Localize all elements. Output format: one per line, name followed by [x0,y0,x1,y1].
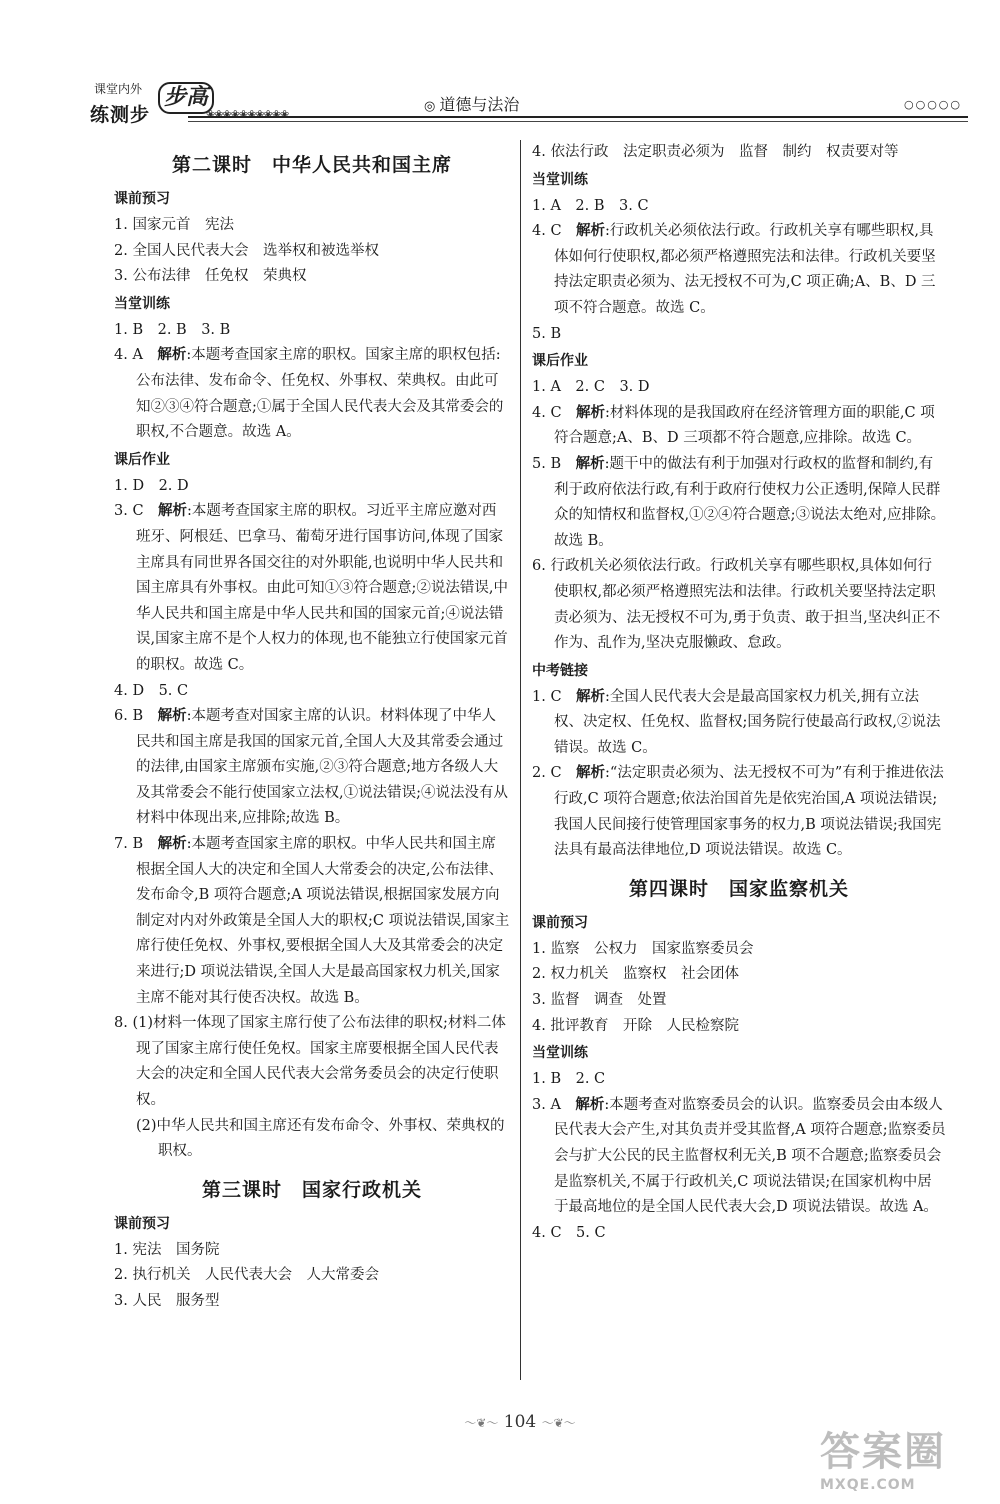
analysis-text: :本题考查对国家主席的认识。材料体现了中华人民共和国主席是我国的国家元首,全国人大及其常委会通过的法律,由国家主席颁布实施,②③符合题意;地方各级人大及其常委会不能行使国家立法权,①说法错误;④说法没有从材料中体现出来,应排除;故选 B。 [136,708,508,827]
answer-item: 4. 批评教育 开除 人民检察院 [532,1017,739,1034]
answer-item [114,832,510,1011]
watermark [820,1420,970,1496]
analysis-label: 解析 [575,455,605,472]
answer-item: 1. A 2. B 3. C [532,197,649,214]
answer-item [532,401,946,452]
page-number: 104 [503,1412,537,1432]
analysis-label: 解析 [575,1096,605,1113]
watermark-title: 答案圈 [820,1429,946,1475]
answer-head: 6. B [114,708,158,725]
answer-item: 1. 监察 公权力 国家监察委员会 [532,940,754,957]
section-heading: 课后作业 [532,353,588,370]
brand-title: 练测步 [90,104,151,126]
answer-item [114,1011,510,1113]
analysis-label: 解析 [576,688,606,705]
answer-item: 1. B 2. C [532,1071,606,1088]
answer-head: 2. C [532,765,577,782]
answer-item: 2. 权力机关 监察权 社会团体 [532,966,739,983]
answer-head: 3. C [114,503,159,520]
answer-item [532,452,946,554]
analysis-text: :本题考查国家主席的职权。中华人民共和国主席根据全国人大的决定和全国人大常委会的决定,公布法律、发布命令,B 项符合题意;A 项说法错误,根据国家发展方向制定对内对外政策是全国人大的职权;C 项说法错误,国家主席行使任免权、外事权,要根据全国人大及其常委会的决定来进行;D 项说法错误,全国人大是最高国家权力机关,国家主席不能对其行使否决权。故选 B。 [136,836,510,1006]
answer-item: 5. B [532,325,562,342]
header-rule-thin [188,121,968,122]
section-heading: 中考链接 [532,662,588,679]
analysis-text: :材料体现的是我国政府在经济管理方面的职能,C 项符合题意;A、B、D 三项都不符合题意,应排除。故选 C。 [554,404,935,447]
section-heading: 课前预习 [114,191,170,207]
brand-badge: 步高 [158,82,214,114]
answer-item [114,499,510,678]
subject-mark-icon: ◎ [424,99,436,114]
analysis-text: :全国人民代表大会是最高国家权力机关,拥有立法权、决定权、任免权、监督权;国务院行使最高行政权,②说法错误。故选 C。 [554,688,941,756]
header-dots: ○○○○○ [904,98,962,111]
analysis-label: 解析 [576,223,606,240]
answer-item [532,219,946,321]
answer-item: 4. C 5. C [532,1224,606,1241]
answer-item: 2. 执行机关 人民代表大会 人大常委会 [114,1267,379,1284]
answer-subpart: (1)材料一体现了国家主席行使了公布法律的职权;材料二体现了国家主席行使任免权。国家主席要根据全国人民代表大会的决定和全国人民代表大会常务委员会的决定行使职权。 [132,1015,506,1108]
answer-item [114,343,510,445]
answer-item: 1. D 2. D [114,477,189,494]
answer-item [114,704,510,832]
answer-item: 4. D 5. C [114,682,189,699]
analysis-text: :行政机关必须依法行政。行政机关享有哪些职权,具体如何行使职权,都必须严格遵照宪法和法律。行政机关要坚持法定职责必须为、法无授权不可为,C 项正确;A、B、D 三项不符合题意。故选 C。 [554,223,936,316]
header-rule [188,116,968,118]
answer-item: 1. 国家元首 宪法 [114,217,234,233]
section-heading: 课后作业 [114,451,170,468]
analysis-label: 解析 [158,503,188,520]
analysis-text: :“法定职责必须为、法无授权不可为”有利于推进依法行政,C 项符合题意;依法治国首先是依宪治国,A 项说法错误;我国人民间接行使管理国家事务的权力,B 项说法错误;我国宪法具有最高法律地位,D 项说法错误。故选 C。 [554,765,944,859]
answer-head: 8. [114,1015,133,1032]
footer-ornament-right: ～❦～ [541,1416,576,1430]
answer-item: 6. 行政机关必须依法行政。行政机关享有哪些职权,具体如何行使职权,都必须严格遵照宪法和法律。行政机关要坚持法定职责必须为、法无授权不可为,勇于负责、敢于担当,坚决纠正不作为、乱作为,坚决克服懒政、怠政。 [532,558,941,652]
analysis-text: :题干中的做法有利于加强对行政权的监督和制约,有利于政府依法行政,有利于政府行使权力公正透明,保障人民群众的知情权和监督权,①②④符合题意;③说法太绝对,应排除。故选 B。 [554,455,946,549]
answer-item: 2. 全国人民代表大会 选举权和被选举权 [114,242,379,259]
answer-item [532,685,946,762]
left-column [114,140,510,1315]
header-ornament: ❀❀❀❀❀❀❀❀❀❀ [206,108,289,121]
analysis-label: 解析 [576,765,606,782]
lesson-title: 第三课时 国家行政机关 [201,1178,422,1201]
column-divider [520,140,521,1380]
answer-head: 4. A [114,347,158,364]
answer-item: 3. 监督 调查 处置 [532,992,667,1009]
watermark-url: MXQE.COM [820,1477,916,1493]
page-footer [430,1412,610,1432]
lesson-title: 第四课时 国家监察机关 [628,877,849,900]
section-heading: 当堂训练 [532,171,588,188]
answer-item: 1. A 2. C 3. D [532,379,650,396]
answer-item: 3. 人民 服务型 [114,1292,220,1309]
section-heading: 当堂训练 [114,295,170,312]
answer-item: 4. 依法行政 法定职责必须为 监督 制约 权责要对等 [532,144,899,160]
answer-subpart: (2)中华人民共和国主席还有发布命令、外事权、荣典权的职权。 [136,1117,505,1160]
brand-small: 课堂内外 [94,82,143,96]
page-header [88,78,968,138]
subject-text: 道德与法治 [439,95,520,114]
footer-ornament-left: ～❦～ [464,1416,499,1430]
subject-title [424,92,519,115]
answer-item: 3. 公布法律 任免权 荣典权 [114,268,307,285]
analysis-label: 解析 [157,708,187,725]
answer-item [532,1093,946,1221]
section-heading: 课前预习 [532,914,588,931]
answer-item: 1. 宪法 国务院 [114,1241,220,1258]
section-heading: 当堂训练 [532,1045,588,1062]
answer-head: 4. C [532,404,577,421]
answer-item: 1. B 2. B 3. B [114,321,231,338]
answer-head: 4. C [532,223,577,240]
answer-head: 3. A [532,1096,576,1113]
analysis-text: :本题考查对监察委员会的认识。监察委员会由本级人民代表大会产生,对其负责并受其监督,A 项符合题意;监察委员会与扩大公民的民主监督权利无关,B 项不合题意;监察委员会是监察机关,不属于行政机关,C 项说法错误;在国家机构中居于最高地位的是全国人民代表大会,D 项说法错误。故选 A。 [554,1096,946,1216]
lesson-title: 第二课时 中华人民共和国主席 [171,154,452,176]
analysis-text: :本题考查国家主席的职权。习近平主席应邀对西班牙、阿根廷、巴拿马、葡萄牙进行国事访问,体现了国家主席具有同世界各国交往的对外职能,也说明中华人民共和国主席具有外事权。由此可知①③符合题意;②说法错误,中华人民共和国主席是中华人民共和国的国家元首;④说法错误,国家主席不是个人权力的体现,也不能独立行使国家元首的职权。故选 C。 [136,503,508,673]
analysis-label: 解析 [576,404,606,421]
analysis-label: 解析 [157,347,187,364]
answer-item [532,761,946,863]
answer-head: 7. B [114,836,158,853]
right-column [532,140,946,1246]
answer-head: 1. C [532,688,577,705]
analysis-label: 解析 [157,836,187,853]
answer-head: 5. B [532,455,576,472]
section-heading: 课前预习 [114,1215,170,1232]
analysis-text: :本题考查国家主席的职权。国家主席的职权包括:公布法律、发布命令、任免权、外事权、荣典权。由此可知②③④符合题意;①属于全国人民代表大会及其常委会的职权,不合题意。故选 A。 [136,347,504,441]
